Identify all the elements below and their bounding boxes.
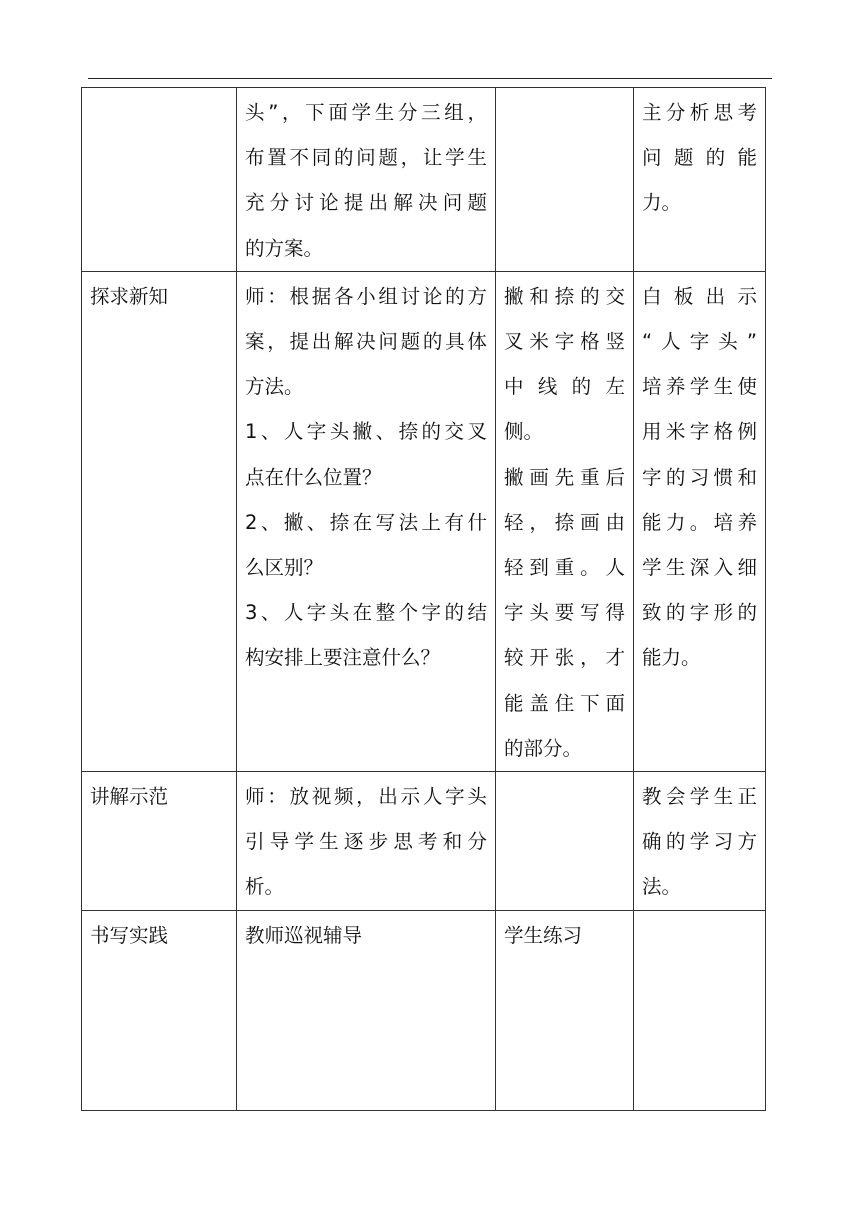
student-activity-cell	[496, 271, 634, 771]
student-activity-cell	[496, 772, 634, 911]
text-line: 法。	[642, 875, 682, 899]
text-line: 问 题 的 能	[642, 146, 757, 170]
table-row	[82, 88, 766, 272]
text-line: 充 分 讨 论 提 出 解 决 问 题	[245, 191, 487, 215]
text-line: 的方案。	[245, 236, 324, 260]
text-line: 能 力 。 培 养	[642, 510, 757, 534]
text-line: 点在什么位置？	[245, 465, 382, 489]
text-line: 学生练习	[504, 923, 583, 947]
design-intent-cell	[634, 910, 766, 1110]
text-line: 析。	[245, 875, 285, 899]
text-line: 确 的 学 习 方	[642, 830, 757, 854]
text-line: 的部分。	[504, 736, 583, 760]
text-line: 么区别？	[245, 556, 324, 580]
text-line: 侧。	[504, 420, 544, 444]
text-line: 力。	[642, 191, 682, 215]
text-line: 2 、 撇 、 捺 在 写 法 上 有 什	[245, 510, 487, 534]
stage-cell: 讲解示范	[82, 772, 237, 911]
text-line: 引 导 学 生 逐 步 思 考 和 分	[245, 830, 487, 854]
teacher-activity-cell	[237, 772, 496, 911]
design-intent-cell	[634, 88, 766, 272]
text-line: 学 生 深 入 细	[642, 556, 757, 580]
lesson-plan-table	[81, 87, 766, 1111]
text-line: 头 ” ， 下 面 学 生 分 三 组 ，	[245, 101, 487, 124]
text-line: 布 置 不 同 的 问 题 ， 让 学 生	[245, 146, 487, 170]
text-line: 教师巡视辅导	[245, 923, 363, 947]
text-line: 致 的 字 形 的	[642, 601, 757, 625]
text-line: 主 分 析 思 考	[642, 101, 757, 124]
design-intent-cell	[634, 772, 766, 911]
text-line: 1 、 人 字 头 撇 、 捺 的 交 叉	[245, 420, 487, 444]
teacher-activity-cell	[237, 910, 496, 1110]
text-line: 字 的 习 惯 和	[642, 465, 757, 489]
text-line: 轻 ， 捺 画 由	[504, 510, 625, 534]
text-line: “ 人 字 头 ”	[642, 330, 757, 354]
table-row	[82, 772, 766, 911]
text-line: 培 养 学 生 使	[642, 375, 757, 399]
text-line: 白 板 出 示	[642, 284, 757, 308]
text-line: 字 头 要 写 得	[504, 601, 625, 625]
header-rule	[88, 78, 772, 79]
stage-cell: 书写实践	[82, 910, 237, 1110]
text-line: 撇 画 先 重 后	[504, 465, 625, 489]
design-intent-cell	[634, 271, 766, 771]
text-line: 叉 米 字 格 竖	[504, 330, 625, 354]
stage-cell	[82, 88, 237, 272]
teacher-activity-cell	[237, 88, 496, 272]
text-line: 教 会 学 生 正	[642, 785, 757, 809]
text-line: 能 盖 住 下 面	[504, 691, 625, 715]
student-activity-cell	[496, 88, 634, 272]
teacher-activity-cell	[237, 271, 496, 771]
text-line: 师 ： 根 据 各 小 组 讨 论 的 方	[245, 284, 487, 308]
text-line: 案 ， 提 出 解 决 问 题 的 具 体	[245, 330, 487, 354]
text-line: 撇 和 捺 的 交	[504, 284, 625, 308]
text-line: 用 米 字 格 例	[642, 420, 757, 444]
stage-cell: 探求新知	[82, 271, 237, 771]
text-line: 较 开 张 ， 才	[504, 646, 625, 670]
table-row	[82, 271, 766, 771]
student-activity-cell	[496, 910, 634, 1110]
table-row	[82, 910, 766, 1110]
text-line: 3 、 人 字 头 在 整 个 字 的 结	[245, 601, 487, 625]
text-line: 中 线 的 左	[504, 375, 625, 399]
text-line: 师 ： 放 视 频 ， 出 示 人 字 头	[245, 785, 487, 809]
text-line: 能力。	[642, 646, 701, 670]
text-line: 构安排上要注意什么？	[245, 646, 441, 670]
text-line: 方法。	[245, 375, 304, 399]
text-line: 轻 到 重 。 人	[504, 556, 625, 580]
